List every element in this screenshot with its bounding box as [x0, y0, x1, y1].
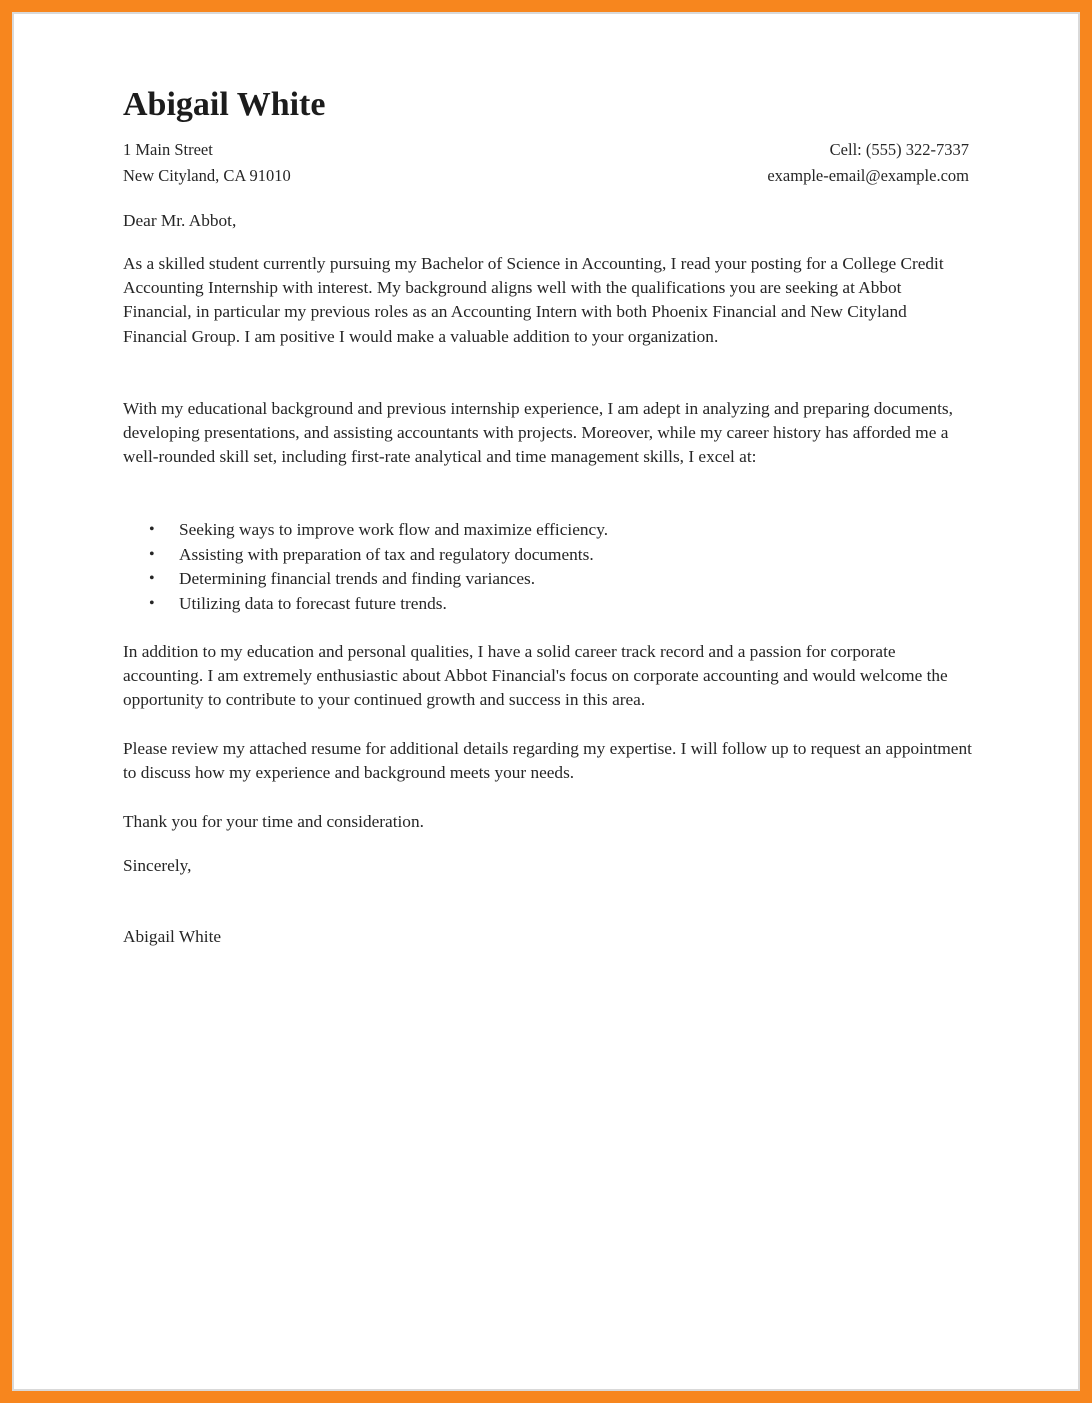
skills-list: [149, 518, 608, 616]
salutation: Dear Mr. Abbot,: [123, 211, 237, 230]
paragraph-follow-up: Please review my attached resume for additional details regarding my expertise. I will follow up to request an appointment to discuss how my experience and background meets your needs.: [123, 739, 972, 783]
email-address: example-email@example.com: [767, 166, 969, 185]
paragraph-thanks: Thank you for your time and consideration.: [123, 812, 424, 831]
contact-row-1: [123, 140, 969, 160]
bullet-icon: •: [149, 521, 155, 538]
sender-name: Abigail White: [123, 86, 326, 123]
list-item-text: Utilizing data to forecast future trends.: [179, 593, 447, 613]
phone-number: Cell: (555) 322-7337: [829, 140, 969, 159]
signature-name: Abigail White: [123, 927, 222, 946]
paragraph-intro: As a skilled student currently pursuing my Bachelor of Science in Accounting, I read your posting for a College Credit Accounting Internship with interest. My background aligns well with the qualifications you are seeking at Abbot Financial, in particular my previous roles as an Accounting Intern with both Phoenix Financial and New Cityland Financial Group. I am positive I would make a valuable addition to your organization.: [123, 254, 944, 346]
bullet-icon: •: [149, 570, 155, 587]
paragraph-qualities: In addition to my education and personal qualities, I have a solid career track record and a passion for corporate accounting. I am extremely enthusiastic about Abbot Financial's focus on corporate accounting and would welcome the opportunity to contribute to your continued growth and success in this area.: [123, 642, 948, 710]
letter-page: [12, 12, 1080, 1391]
list-item: [149, 518, 608, 543]
bullet-icon: •: [149, 545, 155, 563]
list-item-text: Seeking ways to improve work flow and maximize efficiency.: [179, 520, 609, 539]
bullet-icon: •: [149, 594, 155, 612]
list-item-text: Assisting with preparation of tax and regulatory documents.: [179, 544, 594, 564]
list-item: [149, 567, 608, 592]
list-item-text: Determining financial trends and finding variances.: [179, 569, 536, 588]
list-item: [149, 592, 608, 617]
address-line-2: New Cityland, CA 91010: [123, 166, 291, 185]
paragraph-experience: With my educational background and previous internship experience, I am adept in analyzing and preparing documents, developing presentations, and assisting accountants with projects. Moreover, while my career history has afforded me a well-rounded skill set, including first-rate analytical and time management skills, I excel at:: [123, 399, 953, 467]
closing: Sincerely,: [123, 856, 192, 875]
list-item: [149, 543, 608, 568]
contact-row-2: [123, 166, 969, 186]
address-line-1: 1 Main Street: [123, 140, 213, 159]
